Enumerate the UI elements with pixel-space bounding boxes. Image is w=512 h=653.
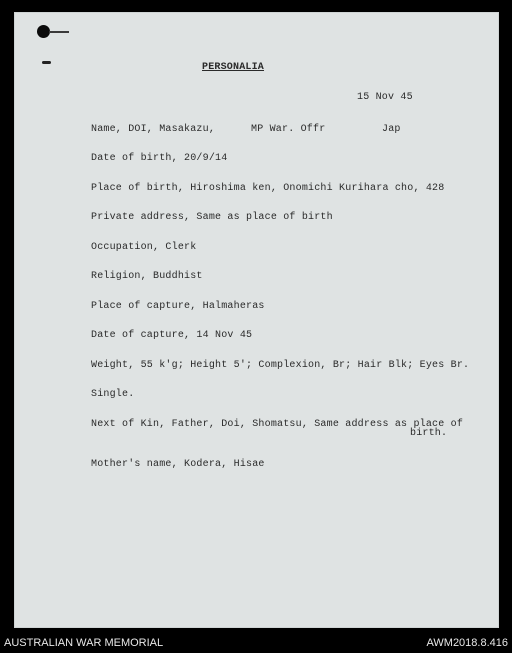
ink-speck <box>42 61 51 64</box>
name-field: Name, DOI, Masakazu, <box>91 124 216 135</box>
footer-bar <box>0 633 512 653</box>
date-of-birth-field: Date of birth, 20/9/14 <box>91 153 228 164</box>
punch-mark <box>49 31 69 33</box>
catalogue-id: AWM2018.8.416 <box>426 637 508 649</box>
nationality-field: Jap <box>382 124 401 135</box>
place-of-birth-field: Place of birth, Hiroshima ken, Onomichi Kurihara cho, 428 <box>91 183 445 194</box>
next-of-kin-continuation: birth. <box>410 428 448 439</box>
marital-status-field: Single. <box>91 389 135 400</box>
date-of-capture-field: Date of capture, 14 Nov 45 <box>91 330 253 341</box>
physical-description-field: Weight, 55 k'g; Height 5'; Complexion, Br; Hair Blk; Eyes Br. <box>91 360 470 371</box>
private-address-field: Private address, Same as place of birth <box>91 212 333 223</box>
next-of-kin-field: Next of Kin, Father, Doi, Shomatsu, Same address as place of <box>91 419 464 430</box>
document-page <box>14 12 499 628</box>
document-title: PERSONALIA <box>202 62 265 73</box>
religion-field: Religion, Buddhist <box>91 271 203 282</box>
place-of-capture-field: Place of capture, Halmaheras <box>91 301 265 312</box>
document-date: 15 Nov 45 <box>357 92 413 103</box>
institution-label: AUSTRALIAN WAR MEMORIAL <box>4 637 164 649</box>
occupation-field: Occupation, Clerk <box>91 242 197 253</box>
mothers-name-field: Mother's name, Kodera, Hisae <box>91 459 265 470</box>
rank-field: MP War. Offr <box>251 124 326 135</box>
